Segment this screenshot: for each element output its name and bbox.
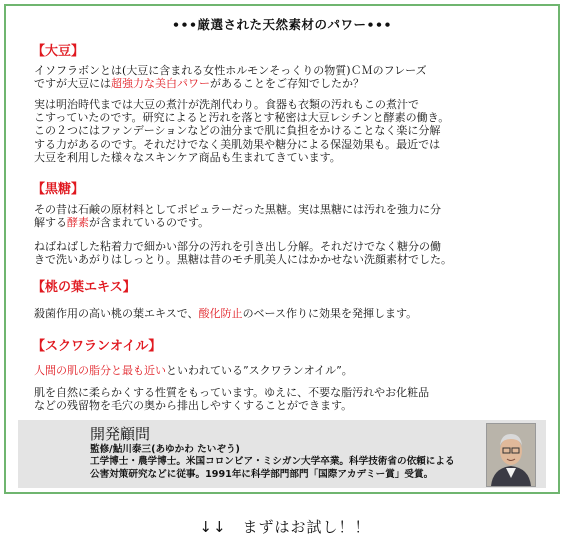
highlight-text: 人間の肌の脂分と最も近い [34,364,166,377]
text: が含まれているのです。 [89,216,210,230]
peach-leaf-body [34,307,536,320]
advisor-panel [18,420,546,488]
content-frame [4,4,560,494]
soy-body: 実は明治時代までは大豆の煮汁が洗剤代わり。食器も衣類の汚れもこの煮汁で こすっていたのです。研究によると汚れを落とす秘密は大豆レシチンと酵素の働き。 この２つにはファンデーションなどの油分まで肌に負担をかけることなく楽に分解 する力があるのです。それだけでなく美肌効果や糖分による保湿効果も。最近では 大豆を利用した様々なスキンケア商品も生まれてきています。 [34,98,450,164]
advisor-profile: 監修/鮎川泰三(あゆかわ たいぞう) 工学博士・農学博士。米国コロンビア・ミシガン大学卒業。科学技術省の依頼による 公害対策研究などに従事。1991年に科学部門部門「国際アカデミー賞」受賞。 [90,444,455,480]
try-it-cta[interactable]: ↓↓ まずはお試し！！ [199,518,371,536]
text: 殺菌作用の高い桃の葉エキスで、 [34,307,199,320]
highlight-text: 酸化防止 [198,307,243,320]
brown-sugar-body: ねばねばした粘着力で細かい部分の汚れを引き出し分解。それだけでなく糖分の働 きで洗いあがりはしっとり。黒糖は昔のモチ肌美人にはかかせない洗顔素材でした。 [34,240,452,267]
section-title-squalane: 【スクワランオイル】 [32,339,162,354]
squalane-body: 肌を自然に柔らかくする性質をもっています。ゆえに、不要な脂汚れやお化粧品 などの残留物を毛穴の奥から排出しやすくすることができます。 [34,386,430,413]
section-title-brown-sugar: 【黒糖】 [32,182,85,197]
highlight-text: 超強力な美白パワー [111,77,210,91]
soy-intro [34,64,536,90]
text: があることをご存知でしたか？ [210,77,364,91]
section-title-soy: 【大豆】 [32,44,85,59]
text: その昔は石鹸の原材料としてポピュラーだった黒糖。実は黒糖には汚れを強力に分 解する [34,203,441,230]
text: のベース作りに効果を発揮します。 [242,307,418,320]
section-title-peach-leaf: 【桃の葉エキス】 [32,280,136,295]
text: イソフラボンとは(大豆に含まれる女性ホルモンそっくりの物質)ＣＭのフレーズ ですが大豆には [34,64,427,91]
highlight-text: 酵素 [67,216,89,230]
advisor-portrait-icon [487,424,535,486]
squalane-intro [34,364,536,377]
advisor-photo [486,423,536,487]
brown-sugar-intro [34,203,536,229]
advisor-title: 開発顧問 [90,425,151,443]
text: といわれている”スクワランオイル”。 [166,364,353,377]
page-header: •••厳選された天然素材のパワー••• [172,17,392,32]
